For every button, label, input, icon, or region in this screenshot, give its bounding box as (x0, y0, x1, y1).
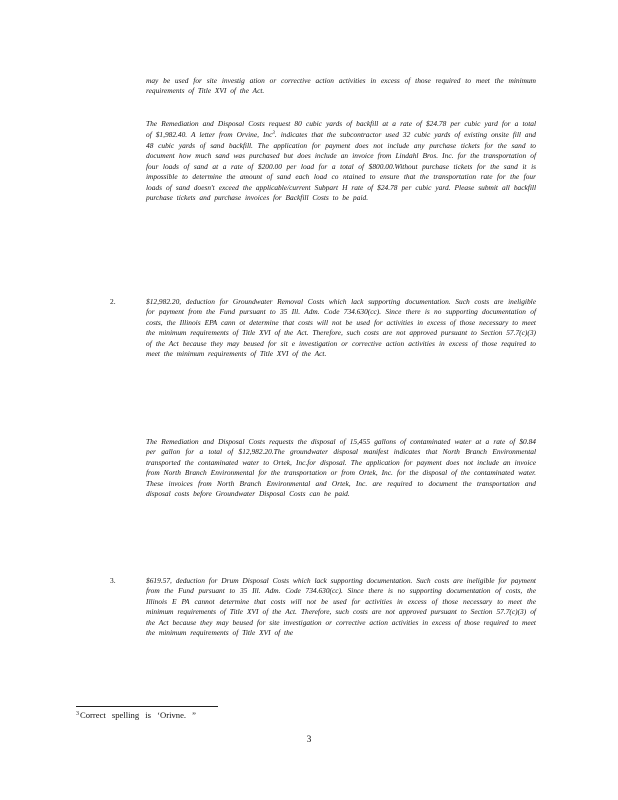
footnote (76, 709, 196, 721)
backfill-text-before: The Remediation and Disposal Costs request 80 cubic yards of backfill at a rate of $24.78 per cubic yard for a total of $1,982.40. A letter from Orvine, Inc (146, 119, 536, 140)
page-number: 3 (306, 735, 312, 745)
footnote-text: Correct spelling is ‘Orivne. ” (80, 710, 196, 720)
footnote-marker: 3 (76, 711, 79, 717)
footnote-separator (76, 706, 218, 707)
item-2-paragraph: $12,982.20, deduction for Groundwater Removal Costs which lack supporting documentation. Such costs are ineligible for payment from the Fund pursuant to 35 Ill. Adm. Code 734.630(cc). Since there is no supporting documentation of costs, the Illinois EPA cann ot determine that costs will not be used for activities in excess of those necessary to meet the minimum requirements of Title XVI of the Act. Therefore, such costs are not approved pursuant to Section 57.7(c)(3) of the Act because they may beused for sit e investigation or corrective action activities in excess of those required to meet the minimum requirements of Title XVI of the Act. (146, 297, 536, 359)
backfill-text-after: . indicates that the subcontractor used 32 cubic yards of existing onsite fill and 48 cubic yards of sand backfill. The application for payment does not include any purchase tickets for the sand to document how much sand was purchased but does include an invoice from Lindahl Bros. Inc. for the transportation of four loads of sand at a rate of $200.00 per load for a total of $800.00.Without purchase tickets for the sand it is impossible to determine the amount of sand each load co ntained to ensure that the transportation rate for the four loads of sand doesn't exceed the applicable/current Subpart H rate of $24.78 per cubic yard. Please submit all backfill purchase tickets and purchase invoices for Backfill Costs to be paid. (146, 130, 536, 203)
item-3-paragraph: $619.57, deduction for Drum Disposal Costs which lack supporting documentation. Such costs are ineligible for payment from the Fund pursuant to 35 Ill. Adm. Code 734.630(cc). Since there is no supporting documentation of costs, the Illinois E PA cannot determine that costs will not be used for activities in excess of those necessary to meet the minimum requirements of Title XVI of the Act. Therefore, such costs are not approved pursuant to Section 57.7(c)(3) of the Act because they may beused for site investigation or corrective action activities in excess of those required to meet the minimum requirements of Title XVI of the (146, 576, 536, 638)
footnote-reference: 3 (272, 131, 275, 137)
item-number-2: 2. (110, 297, 116, 306)
item-number-3: 3. (110, 576, 116, 585)
groundwater-disposal-paragraph: The Remediation and Disposal Costs requests the disposal of 15,455 gallons of contaminated water at a rate of $0.84 per gallon for a total of $12,982.20.The groundwater disposal manifest indicates that North Branch Environmental transported the contaminated water to Ortek, Inc.for disposal. The application for payment does not include an invoice from North Branch Environmental for the transportation or from Ortek, Inc. for the disposal of the contaminated water. These invoices from North Branch Environmental and Ortek, Inc. are required to document the transportation and disposal costs before Groundwater Disposal Costs can be paid. (146, 437, 536, 499)
backfill-paragraph (146, 119, 536, 255)
continuation-paragraph: may be used for site investig ation or corrective action activities in excess of those required to meet the minimum requirements of Title XVI of the Act. (146, 76, 536, 96)
